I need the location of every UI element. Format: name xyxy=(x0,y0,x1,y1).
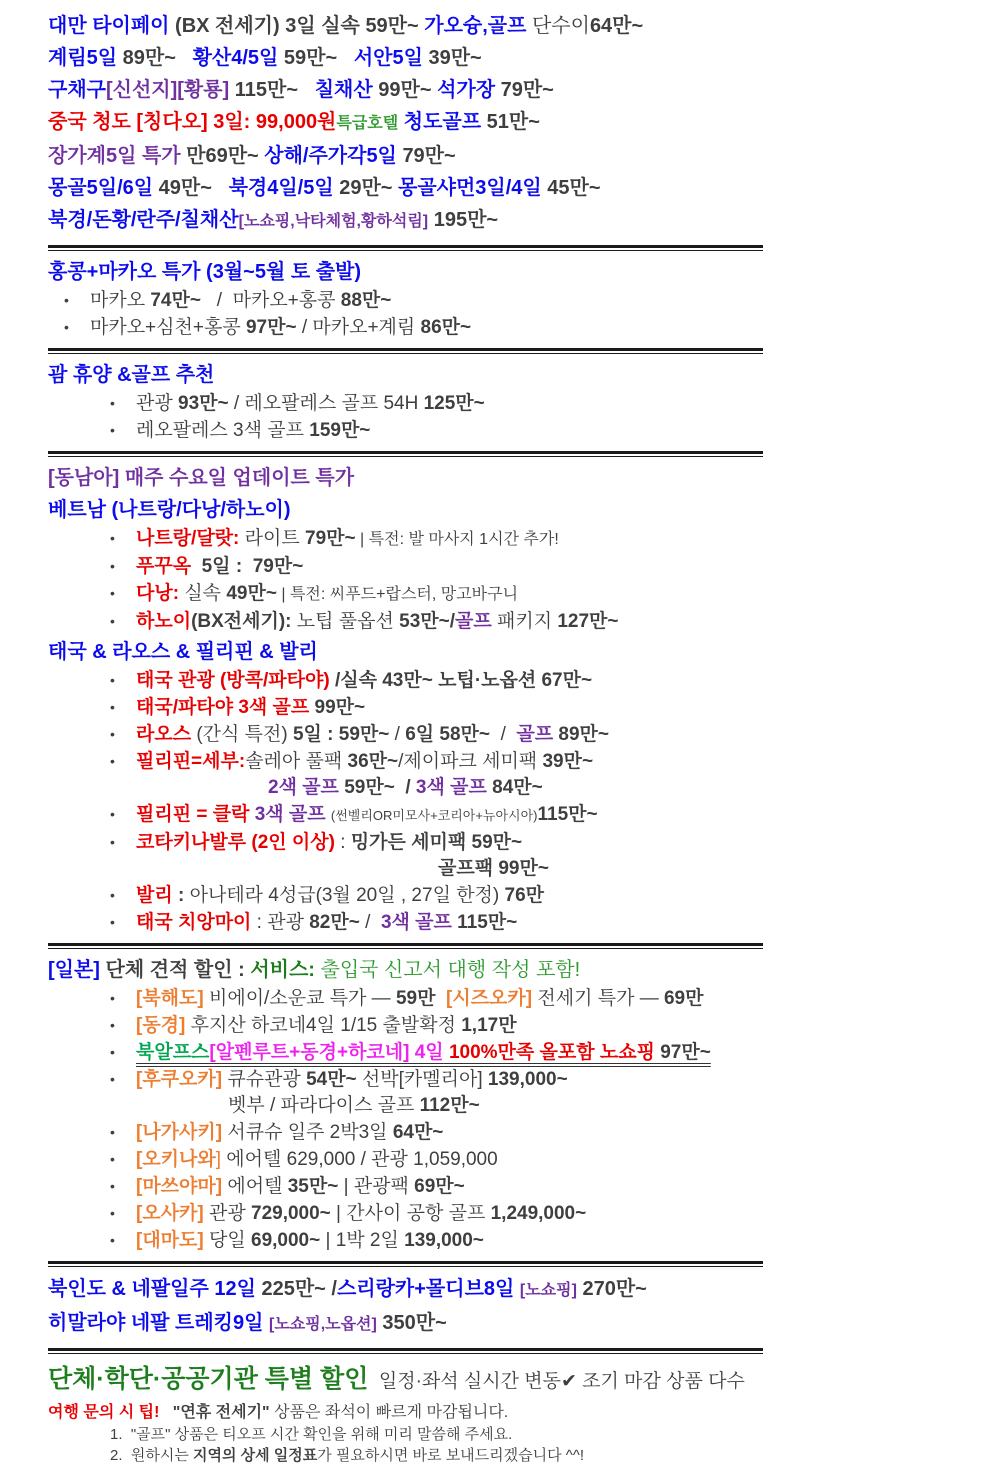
text-line xyxy=(48,1200,992,1227)
text-segment: 에어텔 629,000 / 관광 1,059,000 xyxy=(221,1149,498,1170)
heading-vietnam xyxy=(48,495,992,525)
text-segment: 다낭: xyxy=(136,583,180,604)
text-segment: 5일 : xyxy=(191,556,253,577)
text-segment: 76만 xyxy=(504,885,545,906)
text-segment: | 1박 2일 xyxy=(320,1230,405,1251)
text-segment: 라이트 xyxy=(239,528,306,549)
text-segment: 코타키나발루 (2인 이상) xyxy=(136,832,335,853)
text-segment: [후쿠오카] xyxy=(136,1069,223,1090)
text-segment: 1,17만 xyxy=(461,1015,517,1036)
bullet-icon: • xyxy=(110,834,115,850)
bullet-icon: • xyxy=(110,1071,115,1087)
text-line xyxy=(48,1012,992,1039)
text-line xyxy=(48,553,992,580)
bullet-icon: • xyxy=(110,699,115,715)
text-segment: 필리핀 = 클락 xyxy=(136,804,255,825)
text-segment: 큐슈관광 xyxy=(222,1069,307,1090)
text-segment: 단체 견적 할인 : xyxy=(99,959,251,981)
text-segment: 계림5일 xyxy=(48,47,123,69)
text-segment: 49만~ xyxy=(226,583,277,604)
text-segment: 지역의 상세 일정표 xyxy=(193,1447,318,1464)
text-segment: 5일 : 59만~ xyxy=(292,724,390,745)
text-segment: (썬벨리OR미모사+코리아+뉴아시아) xyxy=(330,808,538,823)
heading-japan xyxy=(48,955,992,985)
bullet-icon: • xyxy=(110,726,115,742)
bullet-icon: • xyxy=(110,422,115,438)
text-segment: [신선지][황룡] xyxy=(105,79,230,101)
text-line xyxy=(48,314,992,341)
document xyxy=(48,10,992,1466)
text-line xyxy=(48,985,992,1012)
text-segment: ] xyxy=(215,1149,222,1170)
text-segment: 115만~ xyxy=(537,804,598,825)
text-segment: 45만~ xyxy=(547,177,601,199)
text-segment: 93만~ xyxy=(178,393,229,414)
text-segment: "골프" 상품은 티오프 시간 확인을 위해 미리 말씀해 주세요. xyxy=(130,1426,513,1443)
text-segment: 원하시는 xyxy=(130,1447,193,1464)
text-segment: 29만~ xyxy=(339,177,399,199)
bullet-icon: • xyxy=(110,1044,115,1060)
text-line xyxy=(48,694,992,721)
heading-group-discount xyxy=(48,1360,992,1401)
text-segment: 195만~ xyxy=(428,209,499,231)
text-segment: / 레오팔레스 골프 54H xyxy=(228,393,424,414)
row-north-alps xyxy=(48,1039,992,1066)
text-segment: 비에이/소운쿄 특가 — xyxy=(203,988,396,1009)
text-segment: 마카오+심천+홍콩 xyxy=(90,317,246,338)
text-segment: 라오스 xyxy=(136,724,192,745)
text-segment: [노쇼핑,노옵션] xyxy=(269,1316,377,1333)
text-segment: [대마도] xyxy=(136,1230,204,1251)
text-segment: 54만~ xyxy=(306,1069,357,1090)
text-line xyxy=(48,417,992,444)
text-line xyxy=(48,1066,992,1093)
text-segment: 74만~ xyxy=(150,290,201,311)
text-segment: 100%만족 올포함 노쇼핑 xyxy=(448,1042,655,1063)
section-divider xyxy=(48,943,763,949)
row-jiuzhaigou xyxy=(48,74,992,106)
text-segment: 64만~ xyxy=(392,1122,444,1143)
text-segment: 112만~ xyxy=(419,1095,480,1116)
text-segment: 석가장 xyxy=(437,79,501,101)
text-segment: 골프 xyxy=(455,611,492,632)
bullet-icon: • xyxy=(110,753,115,769)
text-line xyxy=(48,287,992,314)
text-segment: 139,000~ xyxy=(487,1069,568,1090)
bullet-icon: • xyxy=(110,1232,115,1248)
text-segment: 칠채산 xyxy=(314,79,379,101)
text-segment: 36만~ xyxy=(347,751,399,772)
bullet-icon: • xyxy=(110,914,115,930)
bullet-icon: • xyxy=(110,806,115,822)
text-segment: [알펜루트+동경+하코네] 4일 xyxy=(209,1042,444,1063)
text-segment: 51만~ xyxy=(486,111,540,133)
bullet-icon: • xyxy=(110,887,115,903)
text-segment: 실속 xyxy=(179,583,227,604)
text-segment: [노쇼핑,낙타체험,황하석림] xyxy=(238,213,429,230)
text-line xyxy=(48,608,992,635)
text-segment: 35만~ xyxy=(287,1176,339,1197)
text-line xyxy=(48,1146,992,1173)
text-line xyxy=(48,1093,992,1119)
row-tip xyxy=(48,1401,992,1424)
text-segment: 북경/돈황/란주/칠채산 xyxy=(48,209,239,231)
text-segment: 몽골5일/6일 xyxy=(48,177,159,199)
text-segment: [시즈오카] xyxy=(446,988,533,1009)
text-segment: 99만~ xyxy=(378,79,438,101)
text-segment: 89만~ xyxy=(553,724,610,745)
text-line xyxy=(48,1119,992,1146)
text-segment: 59만~ xyxy=(365,15,425,37)
text-line xyxy=(48,525,992,553)
text-segment: 2색 골프 xyxy=(268,777,339,798)
text-segment: 여행 문의 시 팁! xyxy=(48,1404,160,1421)
text-segment: 53만~ xyxy=(399,611,450,632)
bullet-icon: • xyxy=(110,530,115,546)
heading-hongkong-macau xyxy=(48,257,992,287)
text-segment: 전세기 특가 — xyxy=(532,988,664,1009)
text-segment: 125만~ xyxy=(423,393,485,414)
row-note-1 xyxy=(48,1424,992,1445)
text-segment: 69만 xyxy=(663,988,704,1009)
text-segment: 89만~ xyxy=(122,47,193,69)
text-segment: 43만~ xyxy=(382,670,433,691)
text-segment: 99만~ xyxy=(309,697,366,718)
text-segment: 79만~ xyxy=(305,528,356,549)
text-line xyxy=(48,1173,992,1200)
text-segment: [노쇼핑] xyxy=(519,1282,577,1299)
bullet-icon: • xyxy=(110,990,115,1006)
row-india-nepal xyxy=(48,1273,992,1307)
text-segment: 괌 휴양 &골프 추천 xyxy=(48,364,215,386)
text-segment: : xyxy=(334,832,351,853)
text-segment: / xyxy=(449,611,455,632)
row-guilin xyxy=(48,42,992,74)
text-segment: 태국 치앙마이 xyxy=(136,912,252,933)
text-segment xyxy=(435,988,446,1009)
text-segment: | 특전: 씨푸드+랍스터, 망고바구니 xyxy=(276,586,519,603)
text-segment: 레오팔레스 3색 골프 xyxy=(136,420,310,441)
text-segment: 일정·좌석 실시간 변동✔ 조기 마감 상품 다수 xyxy=(368,1371,745,1392)
text-segment: [일본] xyxy=(48,959,100,981)
text-segment: 하노이 xyxy=(136,611,192,632)
text-segment: 장가계5일 특가 xyxy=(48,145,187,167)
text-segment: 에어텔 xyxy=(222,1176,288,1197)
text-segment: (BX전세기): xyxy=(191,611,292,632)
text-segment: 가 필요하시면 바로 보내드리겠습니다 ^^! xyxy=(317,1447,585,1464)
text-segment: 만69만~ xyxy=(186,145,265,167)
text-segment: 북알프스 xyxy=(136,1042,210,1063)
text-segment: 상해/주가각5일 xyxy=(264,145,403,167)
text-segment: / xyxy=(490,724,517,745)
text-segment: 골프 xyxy=(516,724,554,745)
text-segment: [동남아] 매주 수요일 업데이트 특가 xyxy=(48,467,355,489)
text-line xyxy=(48,801,992,829)
text-segment: 59만~ xyxy=(283,47,354,69)
bullet-icon: • xyxy=(64,319,69,335)
text-segment: : xyxy=(172,885,190,906)
text-segment: / 마카오+계림 xyxy=(296,317,421,338)
text-segment: | 특전: 발 마사지 1시간 추가! xyxy=(355,531,559,548)
text-segment: 태국 & 라오스 & 필리핀 & 발리 xyxy=(48,641,318,663)
text-segment: 3색 골프 xyxy=(380,912,452,933)
text-segment: 히말라야 네팔 트레킹9일 xyxy=(48,1312,269,1334)
text-line xyxy=(48,829,992,856)
text-segment: "연휴 전세기" xyxy=(159,1404,270,1421)
text-segment: 필리핀=세부: xyxy=(136,751,246,772)
text-segment: 6일 58만~ xyxy=(405,724,491,745)
text-segment: 270만~ xyxy=(576,1278,647,1300)
section-divider xyxy=(48,348,763,354)
text-segment: 스리랑카+몰디브8일 xyxy=(336,1278,520,1300)
text-segment: 북경4일/5일 xyxy=(228,177,340,199)
text-segment: 97만~ xyxy=(245,317,297,338)
text-segment: 특급호텔 xyxy=(336,115,399,132)
text-segment: 발리 xyxy=(136,885,173,906)
bullet-icon: • xyxy=(110,558,115,574)
text-line xyxy=(48,667,992,694)
text-segment: 159만~ xyxy=(309,420,371,441)
bullet-icon: • xyxy=(110,672,115,688)
text-segment: 밍가든 세미팩 xyxy=(350,832,472,853)
bullet-icon: • xyxy=(110,1178,115,1194)
text-segment: / xyxy=(389,724,406,745)
text-segment: 푸꾸옥 xyxy=(136,556,192,577)
text-segment: 82만~ xyxy=(309,912,360,933)
bullet-icon: • xyxy=(64,292,69,308)
text-segment: 홍콩+마카오 특가 (3월~5월 토 출발) xyxy=(48,261,361,283)
row-mongolia xyxy=(48,172,992,204)
text-segment: [오키나와 xyxy=(136,1149,216,1170)
text-line xyxy=(48,856,992,882)
heading-sea-update xyxy=(48,463,992,493)
text-segment: | 관광팩 xyxy=(338,1176,415,1197)
text-segment: 3색 골프 xyxy=(254,804,331,825)
text-segment: [나가사키] xyxy=(136,1122,223,1143)
text-segment: 97만~ xyxy=(654,1042,711,1063)
text-segment: 127만~ xyxy=(557,611,619,632)
row-taiwan xyxy=(48,10,992,42)
bullet-icon: • xyxy=(110,1124,115,1140)
row-note-2 xyxy=(48,1445,992,1466)
text-segment: 39만~ xyxy=(428,47,482,69)
text-segment: (BX 전세기) xyxy=(175,15,286,37)
section-divider xyxy=(48,245,763,251)
text-segment: 3일 실속 xyxy=(285,15,366,37)
text-segment: : 관광 xyxy=(251,912,310,933)
text-segment: 729,000~ xyxy=(251,1203,331,1224)
text-segment: 노팁·노옵션 xyxy=(432,670,542,691)
text-segment: 1,249,000~ xyxy=(490,1203,587,1224)
text-segment: 1. xyxy=(110,1426,131,1443)
text-segment: 중국 청도 [칭다오] 3일: 99,000원 xyxy=(48,111,337,133)
text-segment: 청도골프 xyxy=(398,111,487,133)
text-segment: 북인도 & 네팔일주 12일 xyxy=(48,1278,262,1300)
text-segment: 당일 xyxy=(203,1230,251,1251)
text-segment: 골프팩 xyxy=(438,858,499,879)
heading-thai-laos xyxy=(48,637,992,667)
text-segment: 구채구 xyxy=(48,79,106,101)
row-qingdao xyxy=(48,106,992,140)
text-segment: 39만~ xyxy=(542,751,594,772)
row-beijing-dunhuang xyxy=(48,204,992,238)
bullet-icon: • xyxy=(110,1205,115,1221)
text-line xyxy=(48,775,992,801)
text-segment: 아나테라 4성급(3월 20일 , 27일 한정) xyxy=(189,885,505,906)
text-segment: 49만~ xyxy=(158,177,229,199)
text-segment: 67만~ xyxy=(541,670,593,691)
text-line xyxy=(48,909,992,936)
text-segment: / xyxy=(394,777,416,798)
bullet-icon: • xyxy=(110,613,115,629)
text-line xyxy=(48,882,992,909)
text-segment: [동경] xyxy=(136,1015,186,1036)
text-segment: 서안5일 xyxy=(353,47,429,69)
text-line xyxy=(48,1227,992,1254)
text-segment: | 간사이 공항 골프 xyxy=(330,1203,491,1224)
text-segment: 솔레아 풀팩 xyxy=(245,751,348,772)
text-segment: 관광 xyxy=(203,1203,251,1224)
section-divider xyxy=(48,1261,763,1267)
text-segment: 상품은 좌석이 빠르게 마감됩니다. xyxy=(269,1404,509,1421)
text-line xyxy=(48,390,992,417)
text-line xyxy=(48,580,992,608)
text-segment: 84만~ xyxy=(486,777,543,798)
text-segment: [마쓰야마] xyxy=(136,1176,223,1197)
text-segment: 태국 관광 (방콕/파타야) xyxy=(136,670,330,691)
text-segment: 139,000~ xyxy=(404,1230,484,1251)
text-segment: 서큐슈 일주 2박3일 xyxy=(222,1122,393,1143)
text-segment: 59만~ xyxy=(471,832,523,853)
text-segment: /실속 xyxy=(329,670,383,691)
text-segment: [북해도] xyxy=(136,988,204,1009)
text-segment: 후지산 하코네4일 1/15 출발확정 xyxy=(185,1015,462,1036)
bullet-icon: • xyxy=(110,585,115,601)
row-himalaya xyxy=(48,1307,992,1341)
text-segment: 단수이 xyxy=(531,15,590,37)
text-segment: 출입국 신고서 대행 작성 포함! xyxy=(314,959,581,981)
text-segment: 가오슝,골프 xyxy=(424,15,532,37)
text-segment: 99만~ xyxy=(498,858,549,879)
text-segment: 69만~ xyxy=(414,1176,465,1197)
text-segment: 서비스: xyxy=(250,959,315,981)
text-segment: /제이파크 세미팩 xyxy=(398,751,543,772)
text-segment: 나트랑/달랏: xyxy=(136,528,240,549)
text-segment: 86만~ xyxy=(420,317,472,338)
section-divider xyxy=(48,451,763,457)
text-segment: 88만~ xyxy=(340,290,392,311)
text-segment: 2. xyxy=(110,1447,131,1464)
text-segment: 패키지 xyxy=(491,611,558,632)
text-segment: 3색 골프 xyxy=(415,777,487,798)
text-segment: 몽골샤먼3일/4일 xyxy=(398,177,548,199)
text-segment: [오사카] xyxy=(136,1203,204,1224)
text-segment: 350만~ xyxy=(376,1312,447,1334)
text-segment: 단체·학단·공공기관 특별 할인 xyxy=(48,1365,369,1393)
text-segment: 황산4/5일 xyxy=(192,47,284,69)
row-zhangjiajie xyxy=(48,140,992,172)
heading-guam xyxy=(48,360,992,390)
section-divider xyxy=(48,1348,763,1354)
text-segment: 79만~ xyxy=(252,556,304,577)
text-segment: 선박[카멜리아] xyxy=(356,1069,488,1090)
text-segment: / 마카오+홍콩 xyxy=(200,290,341,311)
text-segment: 115만~ xyxy=(229,79,315,101)
text-segment: 마카오 xyxy=(90,290,151,311)
text-segment: 79만~ xyxy=(402,145,456,167)
text-segment: 베트남 (나트랑/다낭/하노이) xyxy=(48,499,291,521)
text-segment: 대만 타이페이 xyxy=(48,15,176,37)
text-segment: / xyxy=(359,912,381,933)
bullet-icon: • xyxy=(110,1017,115,1033)
text-segment: 노팁 풀옵션 xyxy=(291,611,400,632)
text-segment: 64만~ xyxy=(589,15,644,37)
text-segment: 69,000~ xyxy=(251,1230,321,1251)
text-segment: (간식 특전) xyxy=(191,724,293,745)
text-segment: 태국/파타야 3색 골프 xyxy=(136,697,310,718)
bullet-icon: • xyxy=(110,1151,115,1167)
text-segment: 225만~ / xyxy=(261,1278,337,1300)
text-segment: 79만~ xyxy=(500,79,554,101)
text-line xyxy=(48,721,992,748)
text-segment: 115만~ xyxy=(451,912,518,933)
text-segment: 관광 xyxy=(136,393,178,414)
bullet-icon: • xyxy=(110,395,115,411)
text-segment: 59만 xyxy=(395,988,436,1009)
text-line xyxy=(48,748,992,775)
text-segment: 벳부 / 파라다이스 골프 xyxy=(228,1095,420,1116)
text-segment: 59만~ xyxy=(338,777,395,798)
